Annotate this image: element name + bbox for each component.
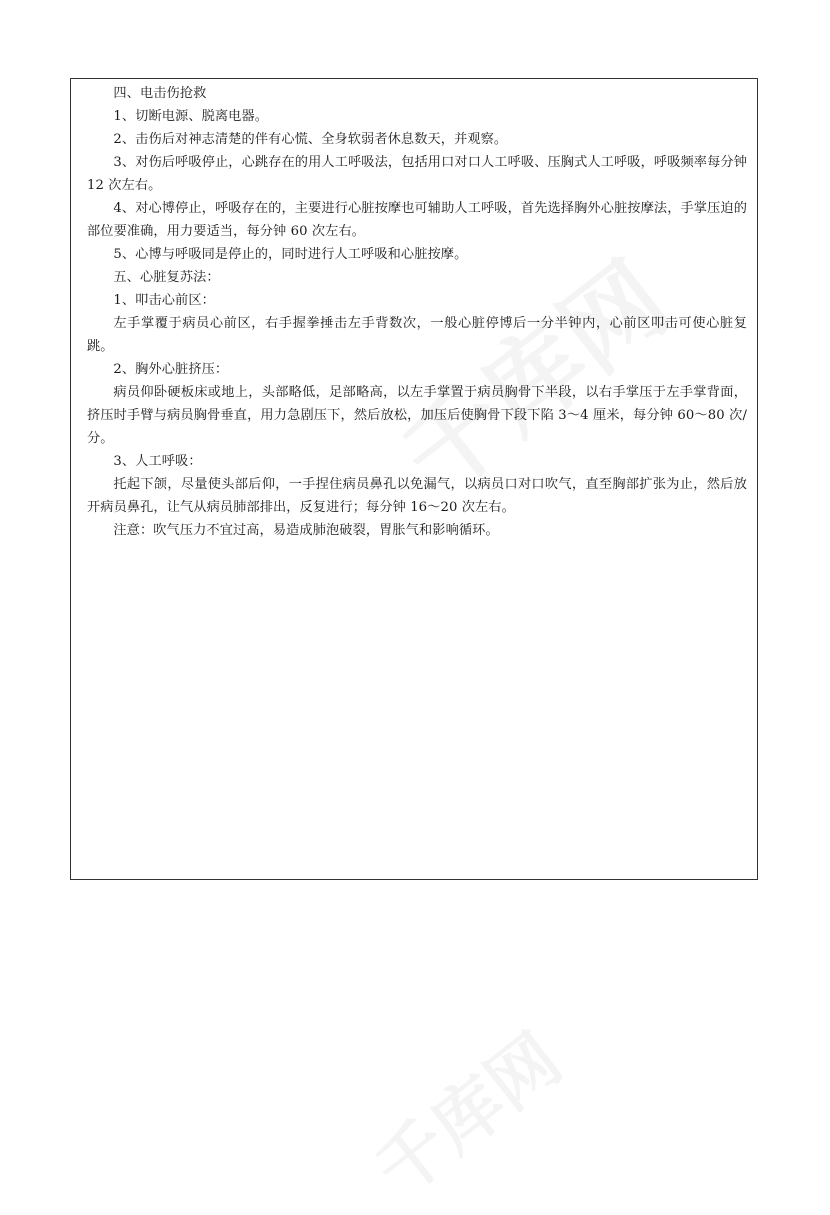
paragraph: 病员仰卧硬板床或地上，头部略低，足部略高，以左手掌置于病员胸骨下半段，以右手掌压于左手掌背面，挤压时手臂与病员胸骨垂直，用力急剧压下，然后放松，加压后使胸骨下段下陷 3～4 厘米，每分钟 60～80 次/分。 — [87, 385, 747, 446]
document-frame — [70, 78, 758, 880]
paragraph: 4、对心博停止，呼吸存在的，主要进行心脏按摩也可辅助人工呼吸，首先选择胸外心脏按摩法，手掌压迫的部位要准确，用力要适当，每分钟 60 次左右。 — [87, 201, 747, 239]
paragraph: 1、切断电源、脱离电器。 — [113, 109, 269, 124]
paragraph: 5、心博与呼吸同是停止的，同时进行人工呼吸和心脏按摩。 — [113, 247, 468, 262]
note-paragraph: 注意：吹气压力不宜过高，易造成肺泡破裂，胃胀气和影响循环。 — [113, 523, 499, 538]
section-heading-cpr: 五、心脏复苏法： — [113, 270, 220, 285]
paragraph: 托起下颌，尽量使头部后仰，一手捏住病员鼻孔以免漏气，以病员口对口吹气，直至胸部扩张为止，然后放开病员鼻孔，让气从病员肺部排出，反复进行；每分钟 16～20 次左右。 — [87, 477, 747, 515]
watermark — [351, 1006, 579, 1215]
section-heading-electric-shock: 四、电击伤抢救 — [113, 86, 207, 101]
paragraph: 2、击伤后对神志清楚的伴有心慌、全身软弱者休息数天，并观察。 — [113, 132, 508, 147]
document-body — [87, 82, 747, 542]
subheading: 3、人工呼吸： — [113, 454, 202, 469]
subheading: 2、胸外心脏挤压： — [113, 362, 229, 377]
paragraph: 3、对伤后呼吸停止，心跳存在的用人工呼吸法，包括用口对口人工呼吸、压胸式人工呼吸，呼吸频率每分钟 12 次左右。 — [87, 155, 747, 193]
subheading: 1、叩击心前区： — [113, 293, 215, 308]
paragraph: 左手掌覆于病员心前区，右手握拳捶击左手背数次，一般心脏停博后一分半钟内，心前区叩击可使心脏复跳。 — [87, 316, 747, 354]
